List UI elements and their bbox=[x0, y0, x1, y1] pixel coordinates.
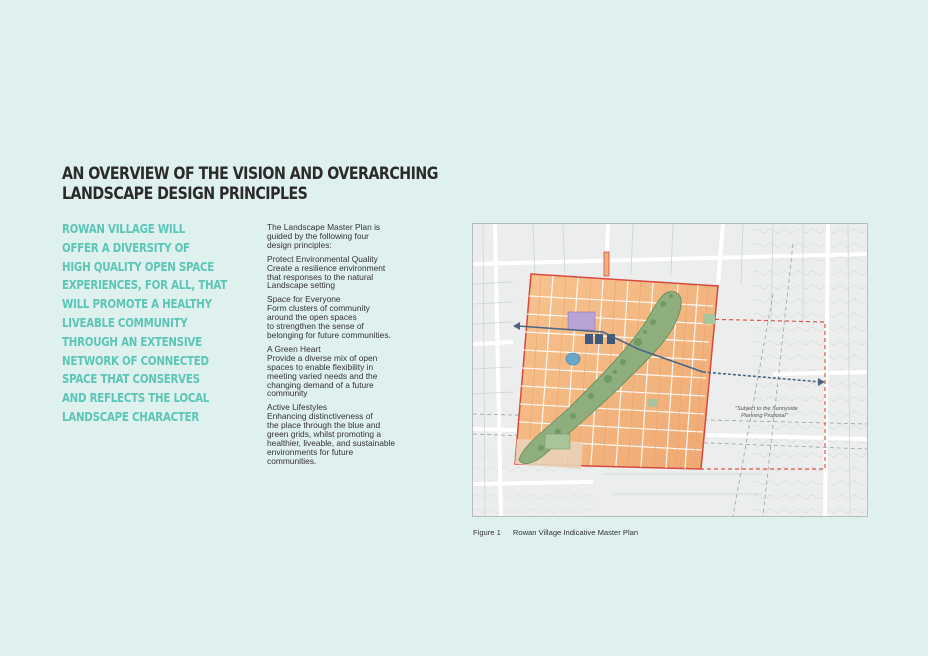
lead-line: THROUGH AN EXTENSIVE bbox=[62, 333, 202, 349]
text-line: Active Lifestyles bbox=[267, 402, 328, 413]
text-line: changing demand of a future bbox=[267, 379, 374, 390]
lead-line: EXPERIENCES, FOR ALL, THAT bbox=[62, 277, 228, 293]
text-line: communities. bbox=[267, 455, 317, 466]
text-line: A Green Heart bbox=[267, 343, 321, 354]
school-site bbox=[568, 312, 595, 330]
figure-number: Figure 1 bbox=[473, 528, 501, 537]
text-line: that responses to the natural bbox=[267, 271, 374, 282]
vision-statement bbox=[62, 220, 226, 427]
text-line: Protect Environmental Quality bbox=[267, 253, 378, 264]
principle-protect-environmental-quality bbox=[267, 255, 417, 291]
text-line: Enhancing distinctiveness of bbox=[267, 411, 373, 422]
text-line: environments for future bbox=[267, 446, 354, 457]
lead-line: WILL PROMOTE A HEALTHY bbox=[62, 296, 212, 312]
lead-line: LIVEABLE COMMUNITY bbox=[62, 314, 188, 330]
master-plan-drawing bbox=[473, 224, 867, 516]
text-line: Provide a diverse mix of open bbox=[267, 352, 378, 363]
lead-line: OFFER A DIVERSITY OF bbox=[62, 239, 190, 255]
figure-title: Rowan Village Indicative Master Plan bbox=[512, 528, 639, 537]
text-line: Landscape setting bbox=[267, 280, 335, 291]
text-line: healthier, liveable, and sustainable bbox=[267, 437, 396, 448]
lead-line: ROWAN VILLAGE WILL bbox=[62, 221, 186, 236]
text-line: spaces to enable flexibility in bbox=[267, 361, 374, 372]
text-line: community bbox=[267, 388, 308, 399]
text-line: meeting varied needs and the bbox=[267, 370, 378, 381]
master-plan-map bbox=[472, 223, 868, 517]
lead-line: HIGH QUALITY OPEN SPACE bbox=[62, 258, 215, 274]
principle-green-heart bbox=[267, 345, 417, 398]
intro-paragraph bbox=[267, 223, 417, 250]
principle-space-for-everyone bbox=[267, 295, 417, 340]
text-line: the place through the blue and bbox=[267, 420, 381, 431]
map-note: "Subject to the Sunnyside bbox=[735, 406, 798, 412]
title-line: LANDSCAPE DESIGN PRINCIPLES bbox=[62, 184, 308, 203]
lead-line: LANDSCAPE CHARACTER bbox=[62, 408, 200, 424]
text-line: around the open spaces bbox=[267, 312, 357, 323]
text-line: belonging for future communities. bbox=[267, 329, 391, 340]
text-line: Form clusters of community bbox=[267, 303, 370, 314]
title-line: AN OVERVIEW OF THE VISION AND OVERARCHING bbox=[62, 164, 438, 183]
text-line: Create a resilience environment bbox=[267, 262, 386, 273]
text-line: design principles: bbox=[267, 239, 332, 250]
principle-active-lifestyles bbox=[267, 403, 417, 465]
figure-caption bbox=[473, 528, 638, 537]
text-line: guided by the following four bbox=[267, 230, 369, 241]
text-line: to strengthen the sense of bbox=[267, 321, 364, 332]
map-note: Planning Proposal" bbox=[741, 413, 788, 419]
lead-line: SPACE THAT CONSERVES bbox=[62, 371, 200, 387]
text-line: green grids, whilst promoting a bbox=[267, 429, 382, 440]
text-line: Space for Everyone bbox=[267, 294, 341, 305]
design-principles-text bbox=[267, 223, 417, 471]
page-title bbox=[62, 164, 438, 204]
lead-line: AND REFLECTS THE LOCAL bbox=[62, 390, 210, 406]
lead-line: NETWORK OF CONNECTED bbox=[62, 352, 209, 368]
text-line: The Landscape Master Plan is bbox=[267, 222, 381, 232]
